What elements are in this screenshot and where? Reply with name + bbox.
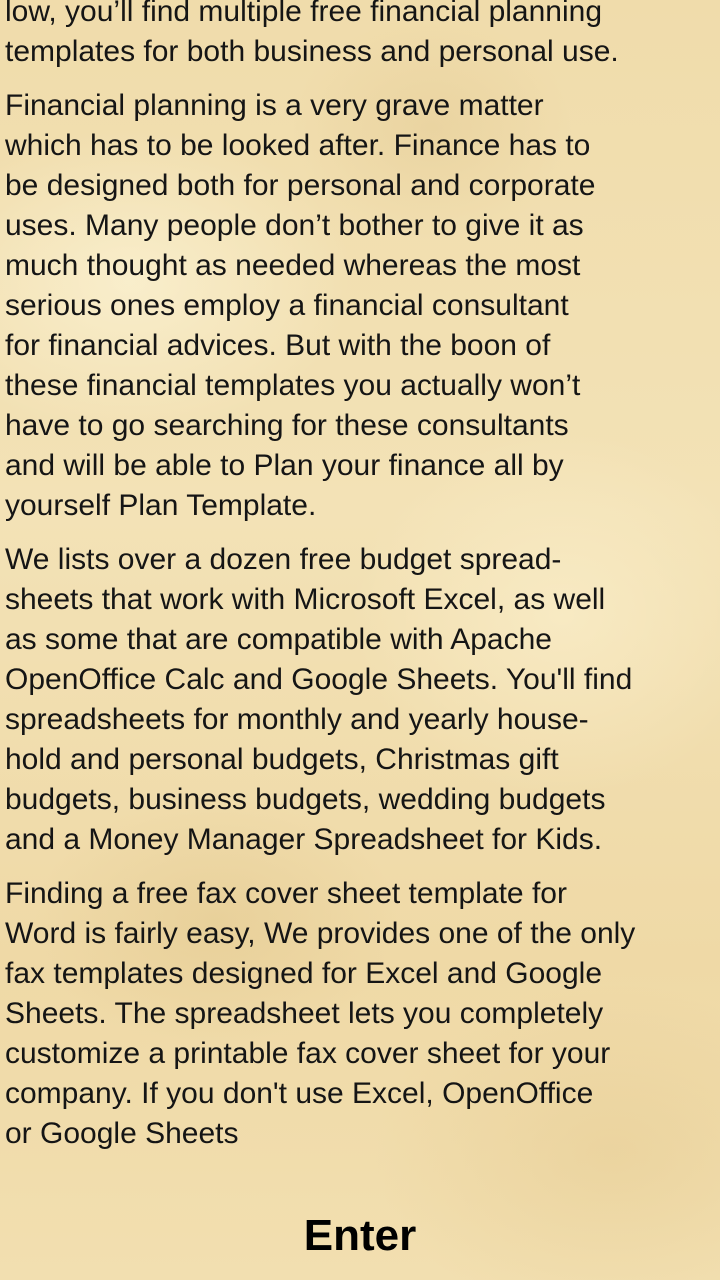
paragraph-financial-planning: Financial planning is a very grave matter which has to be looked after. Finance has to be designed both for personal and corporate uses. Many people don’t bother to give it as much thought as needed whereas the most serious ones employ a financial consultant for financial advices. But with the boon of these financial templates you actually won’t have to go searching for these consultants and will be able to Plan your finance all by yourself Plan Template. <box>5 89 596 522</box>
paragraph-fax-cover-sheet: Finding a free fax cover sheet template for Word is fairly easy, We provides one of the only fax templates designed for Excel and Google Sheets. The spreadsheet lets you completely customize a printable fax cover sheet for your company. If you don't use Excel, OpenOffice or Google Sheets <box>5 877 636 1150</box>
enter-button[interactable]: Enter <box>0 1206 720 1266</box>
paragraph-budget-spreadsheets: We lists over a dozen free budget spread- sheets that work with Microsoft Excel, as well as some that are compatible with Apache OpenOffice Calc and Google Sheets. You'll find spreadsheets for monthly and yearly house- hold and personal budgets, Christmas gift budgets, business budgets, wedding budgets and a Money Manager Spreadsheet for Kids. <box>5 543 633 856</box>
paragraph-intro: low, you’ll find multiple free financial planning templates for both business and personal use. <box>5 0 619 68</box>
